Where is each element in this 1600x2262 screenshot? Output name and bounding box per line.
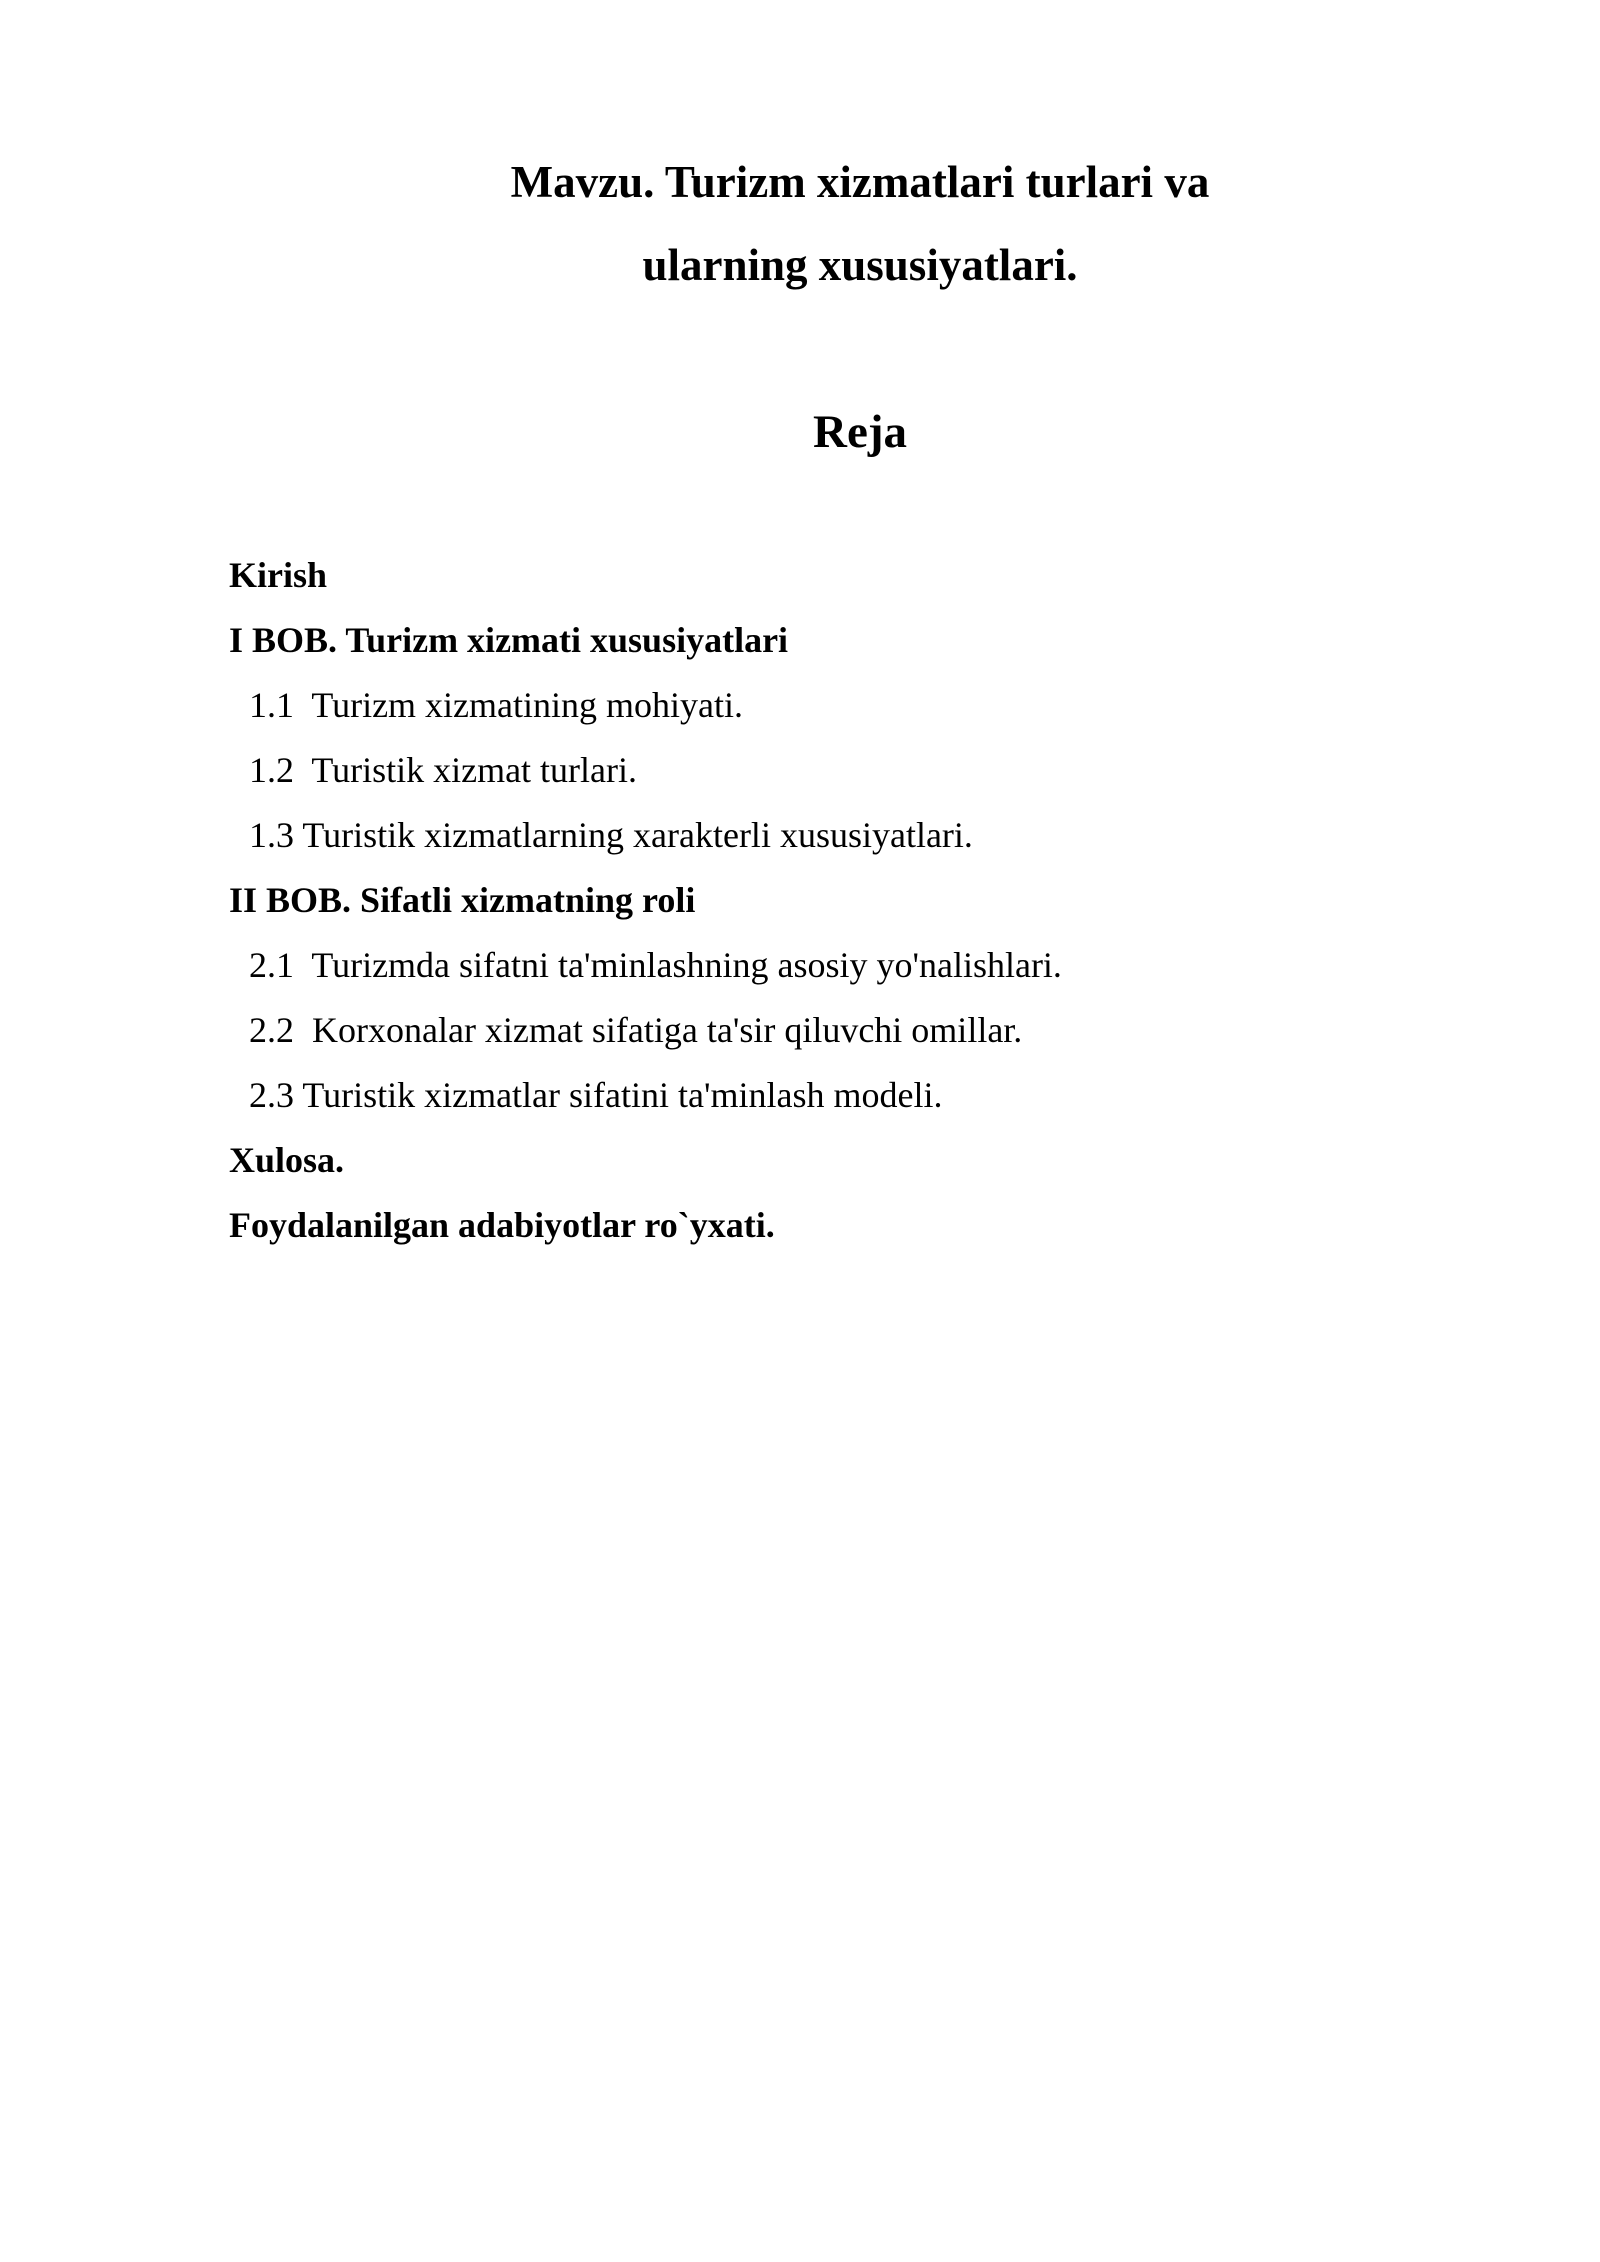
toc-section-title: Turizmda sifatni ta'minlashning asosiy yo'nalishlari. bbox=[311, 945, 1062, 985]
toc-item-introduction: Kirish bbox=[229, 555, 328, 595]
toc-chapter-1: I BOB. Turizm xizmati xususiyatlari bbox=[229, 620, 789, 660]
toc-item-references: Foydalanilgan adabiyotlar ro`yxati. bbox=[229, 1205, 775, 1245]
document-title-line-1: Mavzu. Turizm xizmatlari turlari va bbox=[510, 157, 1210, 207]
toc-section-2-2 bbox=[229, 1004, 1429, 1069]
toc-section-number: 1.3 bbox=[249, 815, 294, 855]
toc-section-number: 2.3 bbox=[249, 1075, 294, 1115]
toc-section-title: Korxonalar xizmat sifatiga ta'sir qiluvchi omillar. bbox=[312, 1010, 1023, 1050]
toc-section-title: Turizm xizmatining mohiyati. bbox=[311, 685, 744, 725]
toc-item-conclusion: Xulosa. bbox=[229, 1140, 345, 1180]
toc-section-1-3 bbox=[229, 809, 1429, 874]
toc-section-number: 2.1 bbox=[249, 945, 294, 985]
toc-section-number: 2.2 bbox=[249, 1010, 294, 1050]
toc-section-number: 1.2 bbox=[249, 750, 294, 790]
toc-section-title: Turistik xizmatlarning xarakterli xususiyatlari. bbox=[302, 815, 973, 855]
toc-section-title: Turistik xizmat turlari. bbox=[311, 750, 638, 790]
toc-section-1-2 bbox=[229, 744, 1429, 809]
toc-section-1-1 bbox=[229, 679, 1429, 744]
plan-heading: Reja bbox=[813, 406, 907, 458]
toc-chapter-2: II BOB. Sifatli xizmatning roli bbox=[229, 880, 696, 920]
table-of-contents bbox=[229, 549, 1429, 1264]
toc-section-number: 1.1 bbox=[249, 685, 294, 725]
toc-section-2-1 bbox=[229, 939, 1429, 1004]
toc-section-2-3 bbox=[229, 1069, 1429, 1134]
document-title-line-2: ularning xususiyatlari. bbox=[642, 240, 1078, 290]
toc-section-title: Turistik xizmatlar sifatini ta'minlash modeli. bbox=[302, 1075, 943, 1115]
